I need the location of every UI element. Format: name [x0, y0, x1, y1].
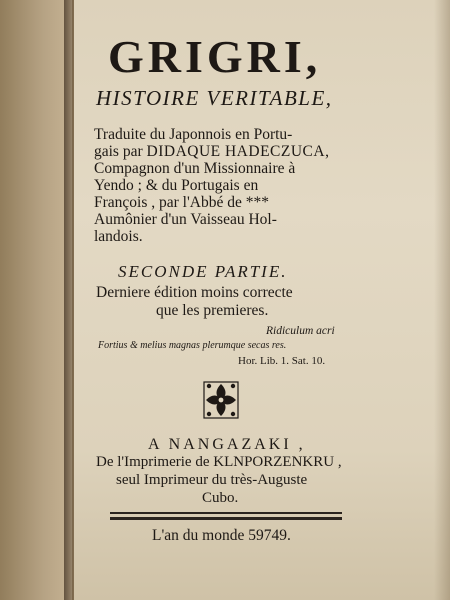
volume-part: SECONDE PARTIE.	[118, 262, 288, 281]
book-subtitle: HISTOIRE VERITABLE,	[96, 86, 333, 110]
translator-name: DIDAQUE HADECZUCA,	[146, 143, 330, 160]
translation-line-2	[94, 143, 329, 160]
epigraph-line-1: Ridiculum acri	[266, 325, 335, 337]
epigraph-line-2: Fortius & melius magnas plerumque secas res.	[98, 340, 287, 351]
imprint-cubo: Cubo.	[202, 490, 239, 506]
translation-line-7: landois.	[94, 228, 143, 245]
edition-line-2: que les premieres.	[156, 302, 269, 319]
translation-line-2-text: gais par	[94, 143, 147, 160]
edition-line-1: Derniere édition moins correcte	[96, 284, 293, 301]
imprint-printer-line: De l'Imprimerie de KLNPORZENKRU ,	[96, 454, 342, 470]
page-edge-shadow	[434, 0, 450, 600]
imprint-place: A NANGAZAKI ,	[148, 436, 306, 453]
left-page-edge	[0, 0, 72, 600]
double-rule-top	[110, 512, 342, 514]
translation-line-6: Aumônier d'un Vaisseau Hol-	[94, 211, 277, 228]
translation-line-3: Compagnon d'un Missionnaire à	[94, 160, 296, 177]
translation-line-4: Yendo ; & du Portugais en	[94, 177, 259, 194]
double-rule-bottom	[110, 517, 342, 520]
translation-line-1: Traduite du Japonnois en Portu-	[94, 126, 293, 143]
imprint-printer-title: seul Imprimeur du très-Auguste	[116, 472, 308, 488]
fleuron-ornament-icon	[200, 378, 242, 422]
publication-date: L'an du monde 59749.	[152, 527, 291, 544]
translation-line-5: François , par l'Abbé de ***	[94, 194, 269, 211]
epigraph-citation: Hor. Lib. 1. Sat. 10.	[238, 355, 326, 367]
book-title: GRIGRI,	[108, 31, 322, 82]
